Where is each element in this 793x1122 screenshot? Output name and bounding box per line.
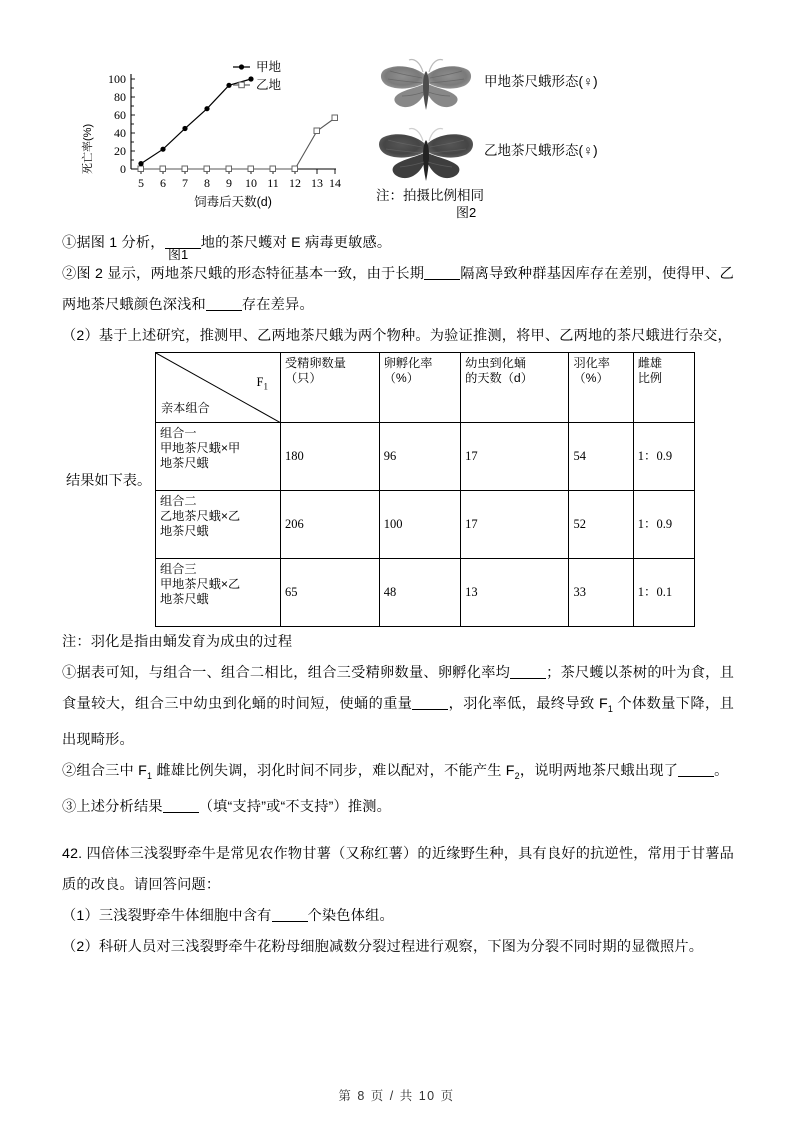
row-combo-2: 组合二 乙地茶尺蛾×乙 地茶尺蛾 xyxy=(156,491,281,559)
q2-2-part-c: ，说明两地茶尺蛾出现了 xyxy=(519,762,679,779)
q1-2-part-a: ②图 2 显示，两地茶尺蛾的形态特征基本一致，由于长期 xyxy=(62,266,425,282)
cell-days-3: 13 xyxy=(461,559,569,627)
answer-blank[interactable] xyxy=(206,310,242,311)
q2-1-part-c: ，羽化率低，最终导致 F xyxy=(448,696,608,712)
cell-eggs-2: 206 xyxy=(281,491,380,559)
cell-eggs-1: 180 xyxy=(281,423,380,491)
table-header-row xyxy=(156,353,695,423)
corner-label-parent: 亲本组合 xyxy=(161,401,210,415)
chart-svg xyxy=(78,56,368,221)
f2-subscript: 2 xyxy=(514,770,520,781)
q42-1-part-a: （1）三浅裂野牵牛体细胞中含有 xyxy=(62,907,272,924)
svg-text:7: 7 xyxy=(182,176,188,190)
table-header-days: 幼虫到化蛹 的天数（d） xyxy=(461,353,569,423)
q2-2-part-d: 。 xyxy=(714,762,729,779)
row-combo-1: 组合一 甲地茶尺蛾×甲 地茶尺蛾 xyxy=(156,423,281,491)
moth-label-jiadi: 甲地茶尺蛾形态(♀) xyxy=(484,74,598,89)
series-yidi-line xyxy=(141,118,335,169)
chart-xticks xyxy=(138,176,341,190)
corner-label-f1: $F_1$ xyxy=(256,375,268,392)
q2-3-part-b: （填“支持”或“不支持”）推测。 xyxy=(198,798,392,815)
cell-sexratio-1: 1：0.9 xyxy=(633,423,694,491)
series-jiadi-line xyxy=(141,79,251,164)
svg-text:80: 80 xyxy=(114,90,126,104)
svg-text:13: 13 xyxy=(311,176,323,190)
moth-photo-jiadi-icon xyxy=(376,52,476,114)
f1-subscript: 1 xyxy=(146,770,153,781)
cell-hatch-3: 48 xyxy=(379,559,460,627)
q2-1-part-b: ；茶尺蠖以茶树的叶为食，且食量较大，组合三中幼虫到化蛹的时间短，使蛹的重量 xyxy=(62,665,734,712)
q1-1-part-a: ①据图 1 分析， xyxy=(62,235,165,251)
row-combo-3: 组合三 甲地茶尺蛾×乙 地茶尺蛾 xyxy=(156,559,281,627)
cross-result-table xyxy=(155,352,695,627)
figure1-caption: 图1 xyxy=(168,247,189,262)
table-note: 注：羽化是指由蛹发育为成虫的过程 xyxy=(62,634,293,650)
cell-sexratio-2: 1：0.9 xyxy=(633,491,694,559)
question-42-intro: 42. 四倍体三浅裂野牵牛是常见农作物甘薯（又称红薯）的近缘野生种，具有良好的抗逆性，常用于甘薯品质的改良。请回答问题： xyxy=(62,845,734,893)
svg-text:12: 12 xyxy=(289,176,301,190)
svg-text:14: 14 xyxy=(329,176,341,190)
legend-label-yidi: 乙地 xyxy=(256,78,282,92)
question-1-2 xyxy=(62,259,734,321)
answer-blank[interactable] xyxy=(412,709,448,710)
svg-text:8: 8 xyxy=(204,176,210,190)
table-row xyxy=(156,423,695,491)
question-2-intro: （2）基于上述研究，推测甲、乙两地茶尺蛾为两个物种。为验证推测，将甲、乙两地的茶尺蛾进行杂交， xyxy=(62,328,732,344)
chart-ylabel: 死亡率(%) xyxy=(82,123,94,174)
cell-sexratio-3: 1：0.1 xyxy=(633,559,694,627)
cell-days-2: 17 xyxy=(461,491,569,559)
q2-1-part-a: ①据表可知，与组合一、组合二相比，组合三受精卵数量、卵孵化率均 xyxy=(62,665,511,681)
svg-text:6: 6 xyxy=(160,176,166,190)
page-footer: 第 8 页 / 共 10 页 xyxy=(338,1089,455,1103)
f1-subscript: 1 xyxy=(607,703,614,714)
legend-label-jiadi: 甲地 xyxy=(256,60,282,74)
cell-emergence-1: 54 xyxy=(569,423,633,491)
moth-photo-yidi-icon xyxy=(376,121,476,183)
question-2-1 xyxy=(62,658,734,756)
svg-text:10: 10 xyxy=(245,176,257,190)
cell-emergence-3: 33 xyxy=(569,559,633,627)
cell-hatch-2: 100 xyxy=(379,491,460,559)
table-header-hatch-rate: 卵孵化率 （%） xyxy=(379,353,460,423)
table-corner-cell xyxy=(156,353,281,423)
question-42-2: （2）科研人员对三浅裂野牵牛花粉母细胞减数分裂过程进行观察，下图为分裂不同时期的显微照片。 xyxy=(62,938,704,955)
question-2-2 xyxy=(62,756,734,792)
question-1-1 xyxy=(62,228,734,259)
svg-text:9: 9 xyxy=(226,176,232,190)
moth-figure-block xyxy=(368,52,768,227)
svg-text:40: 40 xyxy=(114,126,126,140)
moth-label-yidi: 乙地茶尺蛾形态(♀) xyxy=(484,143,598,158)
text-block-upper xyxy=(62,228,734,352)
answer-blank[interactable] xyxy=(678,776,714,777)
cell-hatch-1: 96 xyxy=(379,423,460,491)
cell-eggs-3: 65 xyxy=(281,559,380,627)
table-row xyxy=(156,559,695,627)
q42-1-part-b: 个染色体组。 xyxy=(307,907,394,924)
text-block-lower xyxy=(62,627,734,963)
table-row xyxy=(156,491,695,559)
svg-text:5: 5 xyxy=(138,176,144,190)
q2-1-part-d: 个体数量下降，且出现畸形。 xyxy=(62,696,734,748)
cell-emergence-2: 52 xyxy=(569,491,633,559)
series-yidi-markers xyxy=(138,115,338,172)
question-42-1 xyxy=(62,901,734,932)
mortality-line-chart xyxy=(78,56,368,221)
q2-2-part-a: ②组合三中 F xyxy=(62,762,147,779)
svg-text:20: 20 xyxy=(114,144,126,158)
q2-2-part-b: 雌雄比例失调，羽化时间不同步，难以配对，不能产生 F xyxy=(152,762,515,779)
answer-blank[interactable] xyxy=(424,279,460,280)
result-table-label: 结果如下表。 xyxy=(66,473,152,489)
moth-row-yidi xyxy=(368,121,768,184)
answer-blank[interactable] xyxy=(510,678,546,679)
moth-scale-note: 注：拍摄比例相同 xyxy=(376,188,484,203)
question-2-3 xyxy=(62,792,734,823)
q1-2-part-b: 隔离导致种群基因库存在差别，使得甲、乙两地茶尺蛾颜色深浅和 xyxy=(62,266,734,313)
answer-blank[interactable] xyxy=(163,812,199,813)
q1-2-part-c: 存在差异。 xyxy=(241,297,314,313)
chart-yticks xyxy=(108,72,126,176)
chart-xlabel: 饲毒后天数(d) xyxy=(194,195,272,209)
table-header-emergence-rate: 羽化率 （%） xyxy=(569,353,633,423)
series-jiadi-markers xyxy=(138,76,253,166)
table-header-sex-ratio: 雌雄 比例 xyxy=(633,353,694,423)
answer-blank[interactable] xyxy=(165,248,201,249)
svg-text:100: 100 xyxy=(108,72,126,86)
svg-text:60: 60 xyxy=(114,108,126,122)
moth-row-jiadi xyxy=(368,52,768,115)
cell-days-1: 17 xyxy=(461,423,569,491)
figure2-caption: 图2 xyxy=(456,205,477,220)
chart-legend xyxy=(233,59,282,92)
q2-3-part-a: ③上述分析结果 xyxy=(62,798,163,815)
answer-blank[interactable] xyxy=(272,921,308,922)
q1-1-part-b: 地的茶尺蠖对 E 病毒更敏感。 xyxy=(200,235,392,251)
svg-text:11: 11 xyxy=(267,176,279,190)
table-header-eggs: 受精卵数量 （只） xyxy=(281,353,380,423)
svg-text:0: 0 xyxy=(120,162,126,176)
